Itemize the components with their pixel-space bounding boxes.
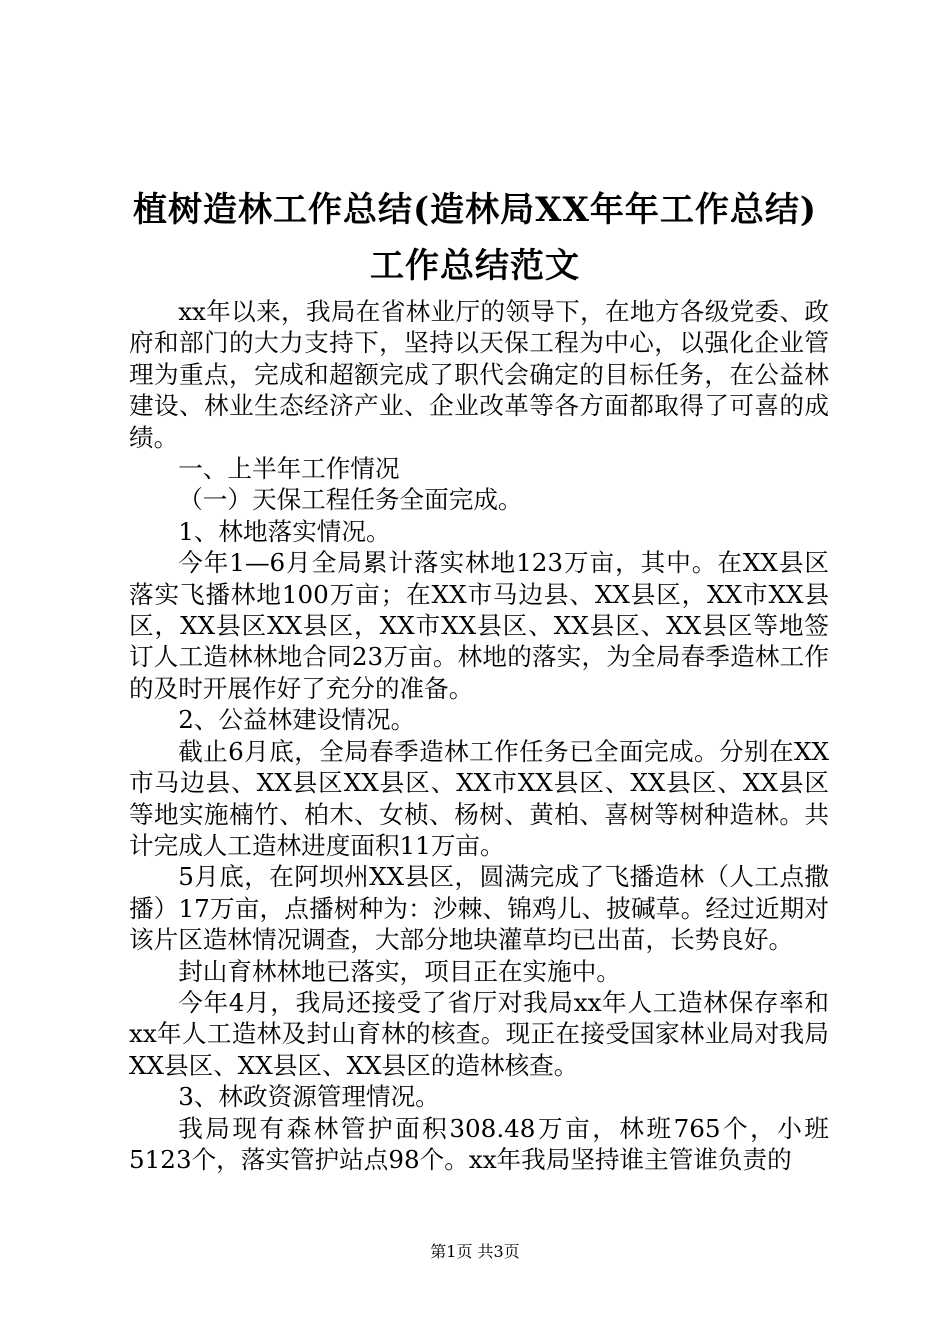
paragraph: 截止6月底，全局春季造林工作任务已全面完成。分别在XX市马边县、XX县区XX县区、XX市XX县区、XX县区、XX县区等地实施楠竹、柏木、女桢、杨树、黄柏、喜树等树种造林。共计完成人工造林进度面积11万亩。 bbox=[129, 736, 829, 860]
page-number-footer: 第1页 共3页 bbox=[430, 1242, 520, 1261]
paragraph: 我局现有森林管护面积308.48万亩，林班765个，小班5123个，落实管护站点98个。xx年我局坚持谁主管谁负责的 bbox=[129, 1113, 829, 1174]
document-title: 植树造林工作总结(造林局XX年年工作总结) bbox=[133, 190, 817, 230]
document-body bbox=[129, 296, 829, 1175]
document-subtitle: 工作总结范文 bbox=[370, 246, 580, 286]
paragraph: 封山育林林地已落实，项目正在实施中。 bbox=[178, 956, 621, 986]
paragraph: 今年1—6月全局累计落实林地123万亩，其中。在XX县区落实飞播林地100万亩；在XX市马边县、XX县区，XX市XX县区，XX县区XX县区，XX市XX县区、XX县区、XX县区等地签订人工造林林地合同23万亩。林地的落实，为全局春季造林工作的及时开展作好了充分的准备。 bbox=[129, 548, 829, 703]
subsection-heading-1: （一）天保工程任务全面完成。 bbox=[178, 485, 523, 515]
item-heading-3: 3、林政资源管理情况。 bbox=[178, 1082, 440, 1112]
paragraph: 5月底，在阿坝州XX县区，圆满完成了飞播造林（人工点撒播）17万亩，点播树种为：沙棘、锦鸡儿、披碱草。经过近期对该片区造林情况调查，大部分地块灌草均已出苗，长势良好。 bbox=[129, 862, 829, 955]
paragraph-intro: xx年以来，我局在省林业厅的领导下，在地方各级党委、政府和部门的大力支持下，坚持以天保工程为中心，以强化企业管理为重点，完成和超额完成了职代会确定的目标任务，在公益林建设、林业生态经济产业、企业改革等各方面都取得了可喜的成绩。 bbox=[129, 297, 829, 452]
item-heading-1: 1、林地落实情况。 bbox=[178, 516, 391, 546]
paragraph: 今年4月，我局还接受了省厅对我局xx年人工造林保存率和xx年人工造林及封山育林的核查。现正在接受国家林业局对我局XX县区、XX县区、XX县区的造林核查。 bbox=[129, 987, 829, 1080]
section-heading-1: 一、上半年工作情况 bbox=[178, 454, 400, 484]
item-heading-2: 2、公益林建设情况。 bbox=[178, 705, 416, 735]
